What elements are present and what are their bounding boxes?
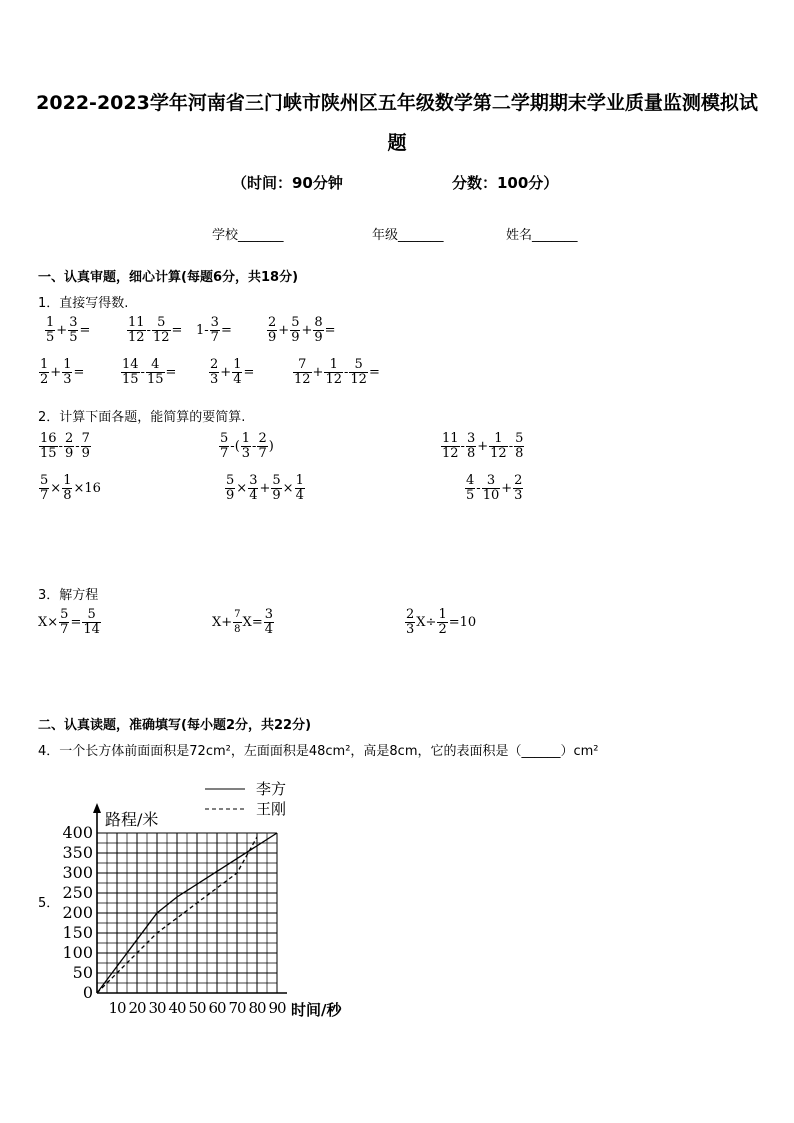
page-title: 2022-2023学年河南省三门峡市陕州区五年级数学第二学期期末学业质量监测模拟试 [36,92,758,114]
y-axis-label: 路程/米 [105,810,159,829]
x-tick-label: 80 [248,999,266,1017]
x-tick-label: 30 [148,999,166,1017]
y-tick-label: 250 [62,883,93,902]
school-label: 学校 [212,228,239,243]
x-tick-label: 10 [108,999,126,1017]
q2-item-1: $\frac{16}{15}$ - $\frac{2}{9}$ - $\frac{7}{9}$ [40,431,90,461]
name-label: 姓名 [506,228,533,243]
q2-item-6: $\frac{4}{5}$ - $\frac{3}{10}$ + $\frac{2}{3}$ [466,473,523,503]
q1-item-1: $\frac{1}{5}$ + $\frac{3}{5}$ = [46,315,91,345]
y-tick-label: 400 [62,823,93,842]
exam-score: 分数：100分） [452,174,559,192]
school-blank[interactable]: _______ [238,228,284,243]
y-tick-label: 350 [62,843,93,862]
question-2: 2．计算下面各题，能简算的要简算. [38,410,246,425]
name-field[interactable] [506,224,578,243]
chart-labels [62,810,342,1019]
q2-item-5: $\frac{5}{9}$ × $\frac{3}{4}$ + $\frac{5}{9}$ × $\frac{1}{4}$ [226,473,304,503]
fraction: $\frac{1}{5}$ [46,315,55,345]
question-1: 1．直接写得数. [38,296,129,311]
school-field[interactable] [212,224,284,243]
q3-item-3: $\frac{2}{3}$ X÷ $\frac{1}{2}$ =10 [406,607,477,637]
q3-item-1: X× $\frac{5}{7}$ = $\frac{5}{14}$ [38,607,100,637]
x-tick-label: 50 [188,999,206,1017]
q1-item-8: $\frac{7}{12}$ + $\frac{1}{12}$ - $\frac{5}{12}$ = [294,357,380,387]
grade-blank[interactable]: _______ [398,228,444,243]
q2-item-2: $\frac{5}{7}$ -( $\frac{1}{3}$ - $\frac{2}{7}$ ) [220,431,274,461]
page-title-cont: 题 [387,132,407,154]
x-tick-label: 20 [128,999,146,1017]
question-3: 3．解方程 [38,588,99,603]
x-tick-label: 40 [168,999,186,1017]
legend-label: 王刚 [256,800,287,818]
question-4: 4．一个长方体前面面积是72cm²，左面面积是48cm²，高是8cm，它的表面积是（______）cm² [38,744,599,759]
y-tick-label: 100 [62,943,93,962]
q2-item-3: $\frac{11}{12}$ - $\frac{3}{8}$ + $\frac{1}{12}$ - $\frac{5}{8}$ [442,431,524,461]
y-axis-arrow [93,803,101,813]
q1-item-4: $\frac{2}{9}$ + $\frac{5}{9}$ + $\frac{8}{9}$ = [268,315,336,345]
q1-item-2: $\frac{11}{12}$ - $\frac{5}{12}$ = [128,315,183,345]
chart-legend [205,780,286,818]
q1-item-6: $\frac{14}{15}$ - $\frac{4}{15}$ = [122,357,177,387]
y-tick-label: 300 [62,863,93,882]
name-blank[interactable]: _______ [532,228,578,243]
legend-label: 李方 [256,780,287,798]
q2-item-4: $\frac{5}{7}$ × $\frac{1}{8}$ ×16 [40,473,101,503]
q1-item-5: $\frac{1}{2}$ + $\frac{1}{3}$ = [40,357,85,387]
section-1-heading: 一、认真审题，细心计算(每题6分，共18分) [38,270,299,285]
y-tick-label: 150 [62,923,93,942]
y-tick-label: 200 [62,903,93,922]
q1-item-3: 1- $\frac{3}{7}$ = [196,315,232,345]
question-5-number: 5． [38,896,60,911]
x-tick-label: 90 [268,999,286,1017]
y-tick-label: 0 [82,983,93,1002]
grade-field[interactable] [372,224,444,243]
chart-grid [97,833,277,993]
y-tick-label: 50 [72,963,93,982]
x-tick-label: 60 [208,999,226,1017]
exam-time: （时间：90分钟 [232,174,343,192]
x-tick-label: 70 [228,999,246,1017]
section-2-heading: 二、认真读题，准确填写(每小题2分，共22分) [38,718,312,733]
distance-time-chart [60,780,360,1020]
q1-item-7: $\frac{2}{3}$ + $\frac{1}{4}$ = [210,357,255,387]
x-axis-label: 时间/秒 [291,1001,342,1019]
grade-label: 年级 [372,228,399,243]
chart-axes [93,803,287,993]
q3-item-2: X+ $\frac{7}{8}$ X= $\frac{3}{4}$ [212,607,273,637]
